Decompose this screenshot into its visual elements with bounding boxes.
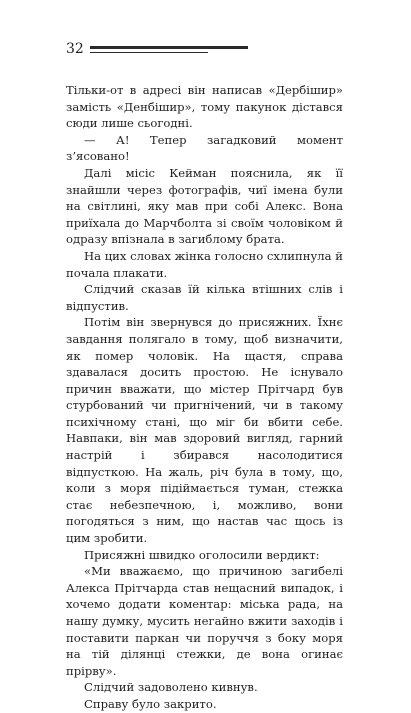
paragraph: «Ми вважаємо, що причиною загибелі Алекса Прітчарда став нещасний випадок, і хочемо додати коментар: міська рада, на нашу думку, мусить негайно вжити заходів і поставити паркан чи поруччя з боку моря на тій ділянці стежки, де вона огинає прірву». bbox=[66, 564, 343, 678]
body-text bbox=[66, 82, 343, 713]
paragraph: Тільки-от в адресі він написав «Дербішир» замість «Денбішир», тому пакунок дістався сюди лише сьогодні. bbox=[66, 83, 343, 131]
paragraph: Присяжні швидко оголосили вердикт: bbox=[84, 547, 320, 562]
paragraph: Слідчий задоволено кивнув. bbox=[84, 680, 258, 695]
header-rule-thin bbox=[90, 52, 208, 53]
header-rule-thick bbox=[90, 46, 248, 49]
page-number: 32 bbox=[66, 41, 84, 57]
paragraph: Слідчий сказав їй кілька втішних слів і відпустив. bbox=[66, 282, 343, 313]
paragraph: Справу було закрито. bbox=[84, 696, 217, 711]
paragraph: Потім він звернувся до присяжних. Їхнє завдання полягало в тому, щоб визначити, як помер чоловік. На щастя, справа здавалася досить простою. Не існувало причин вважати, що містер Прітчард був стурбований чи пригнічений, чи в такому психічному стані, що міг би вбити себе. Навпаки, він мав здоровий вигляд, гарний настрій і збирався насолодитися відпусткою. На жаль, річ була в тому, що, коли з моря підіймається туман, стежка стає небезпечною, і, можливо, вони погодяться з ним, що настав час щось із цим зробити. bbox=[66, 315, 343, 546]
paragraph: Далі місіс Кейман пояснила, як її знайшли через фотографів, чиї імена були на світлині, яку мав при собі Алекс. Вона приїхала до Марчболта зі своїм чоловіком й одразу впізнала в загиблому брата. bbox=[66, 165, 343, 247]
paragraph: — А! Тепер загадковий момент з’ясовано! bbox=[66, 132, 343, 164]
paragraph: На цих словах жінка голосно схлипнула й почала плакати. bbox=[66, 248, 343, 280]
